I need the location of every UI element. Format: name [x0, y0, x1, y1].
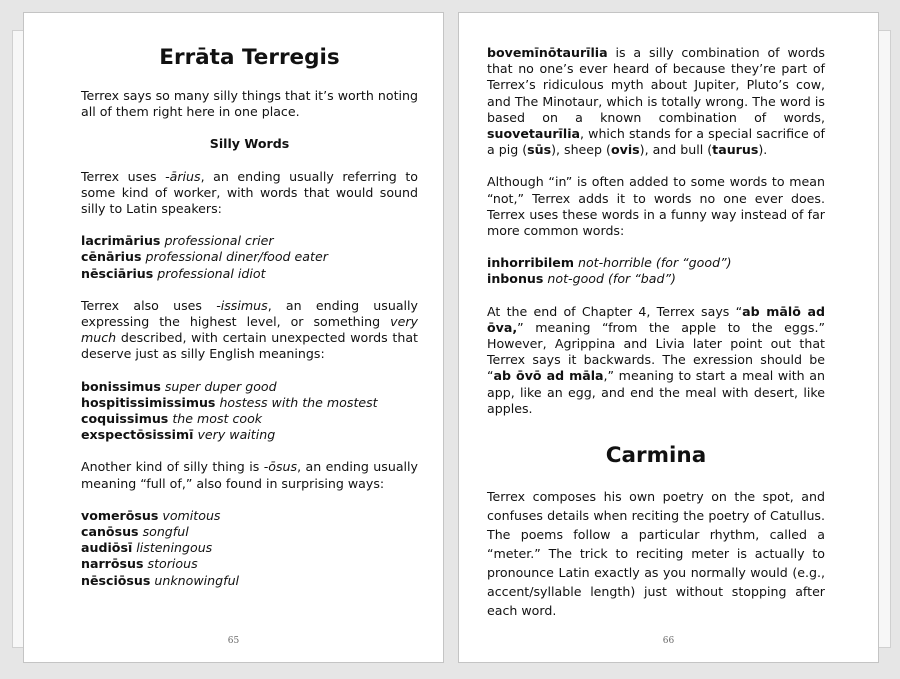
osus-suffix: -ōsus	[263, 459, 298, 475]
latin-phrase: ab mālō ad ōva,	[487, 303, 825, 335]
issimus-suffix: -issimus	[216, 297, 268, 313]
meaning: super duper good	[164, 378, 277, 394]
latin-term: canōsus	[81, 524, 139, 540]
vocab-entry	[81, 411, 418, 427]
vocab-entry	[81, 395, 418, 411]
vocab-entry	[81, 524, 418, 540]
meaning: storious	[147, 556, 198, 572]
bovemino-paragraph: bovemīnōtaurīlia is a silly combination of words that no one’s ever heard of because they’re part of Terrex’s ridiculous myth about Jupiter, Pluto’s cow, and The Minotaur, which is totally wrong. The word is based on a known combination of words, suovetaurīlia, which stands for a special sacrifice of a pig (sūs), sheep (ovis), and bull (taurus).	[487, 45, 825, 158]
osus-word-list	[81, 508, 418, 589]
vocab-entry	[81, 249, 418, 265]
latin-term: lacrimārius	[81, 233, 161, 249]
meaning: vomitous	[162, 507, 221, 523]
latin-term: nēsciōsus	[81, 572, 151, 588]
section-subheading: Silly Words	[209, 136, 290, 152]
vocab-entry	[487, 255, 825, 271]
page-66	[458, 12, 879, 663]
vocab-entry	[81, 508, 418, 524]
carmina-paragraph: Terrex composes his own poetry on the spot, and confuses details when reciting the poetry of Catullus. The poems follow a particular rhythm, called a “meter.” The trick to reciting meter is actually to pronounce Latin exactly as you normally would (e.g., accent/syllable length) just without stopping after each word.	[487, 489, 825, 619]
right-page-content	[487, 45, 825, 636]
vocab-entry	[81, 427, 418, 443]
latin-term: exspectōsissimī	[81, 427, 194, 443]
latin-term: audiōsī	[81, 540, 133, 556]
meaning: listeningous	[136, 540, 213, 556]
page-number: 65	[227, 636, 240, 646]
arius-word-list	[81, 233, 418, 282]
latin-term: taurus	[712, 142, 759, 158]
vocab-entry	[81, 379, 418, 395]
intro-paragraph: Terrex says so many silly things that it’s worth noting all of them right here in one place.	[81, 88, 418, 120]
vocab-entry	[81, 573, 418, 589]
latin-term: hospitissimissimus	[81, 394, 216, 410]
meaning: very waiting	[197, 427, 276, 443]
page-number: 66	[662, 636, 675, 646]
meaning: professional crier	[164, 233, 274, 249]
latin-phrase: ab ōvō ad māla	[493, 368, 604, 384]
latin-term: suovetaurīlia	[487, 126, 581, 142]
meaning: professional idiot	[157, 265, 266, 281]
latin-term: nēsciārius	[81, 265, 154, 281]
latin-term: ovis	[610, 142, 640, 158]
meaning: not-good (for “bad”)	[547, 271, 676, 287]
page-title: Errāta Terregis	[159, 45, 340, 70]
meaning: not-horrible (for “good”)	[577, 255, 732, 271]
in-word-list	[487, 255, 825, 287]
latin-term: inhorribilem	[487, 255, 574, 271]
meaning: songful	[142, 524, 189, 540]
section-title: Carmina	[605, 443, 707, 469]
left-page-content	[81, 45, 418, 605]
latin-term: vomerōsus	[81, 507, 159, 523]
latin-term: cēnārius	[81, 249, 142, 265]
latin-term: coquissimus	[81, 411, 169, 427]
meaning: hostess with the mostest	[219, 394, 378, 410]
meaning: professional diner/food eater	[145, 249, 328, 265]
arius-suffix: -ārius	[165, 168, 201, 184]
in-prefix-paragraph: Although “in” is often added to some words to mean “not,” Terrex adds it to words no one ever does. Terrex uses these words in a funny way instead of far more common words:	[487, 174, 825, 239]
ab-malo-paragraph: At the end of Chapter 4, Terrex says “ab mālō ad ōva,” meaning “from the apple to the eggs.” However, Agrippina and Livia later point out that Terrex says it backwards. The exression should be “ab ōvō ad māla,” meaning to start a meal with an app, like an egg, and end the meal with desert, like apples.	[487, 303, 825, 416]
latin-term: bonissimus	[81, 378, 161, 394]
vocab-entry	[81, 556, 418, 572]
latin-term: bovemīnōtaurīlia	[487, 45, 608, 60]
latin-term: sūs	[527, 142, 552, 158]
emphasis: very much	[81, 314, 418, 346]
right-background-sheet	[878, 30, 891, 648]
vocab-entry	[81, 233, 418, 249]
issimus-paragraph: Terrex also uses -issimus, an ending usually expressing the highest level, or something very much described, with certain unexpected words that deserve just as silly English meanings:	[81, 297, 419, 362]
vocab-entry	[81, 540, 418, 556]
issimus-word-list	[81, 379, 418, 444]
vocab-entry	[81, 266, 418, 282]
arius-paragraph: Terrex uses -ārius, an ending usually referring to some kind of worker, with words that would sound silly to Latin speakers:	[81, 168, 418, 217]
latin-term: inbonus	[487, 271, 544, 287]
meaning: unknowingful	[154, 572, 240, 588]
meaning: the most cook	[172, 411, 263, 427]
latin-term: narrōsus	[81, 556, 144, 572]
osus-paragraph: Another kind of silly thing is -ōsus, an ending usually meaning “full of,” also found in surprising ways:	[81, 459, 418, 491]
page-65	[23, 12, 444, 663]
vocab-entry	[487, 271, 825, 287]
